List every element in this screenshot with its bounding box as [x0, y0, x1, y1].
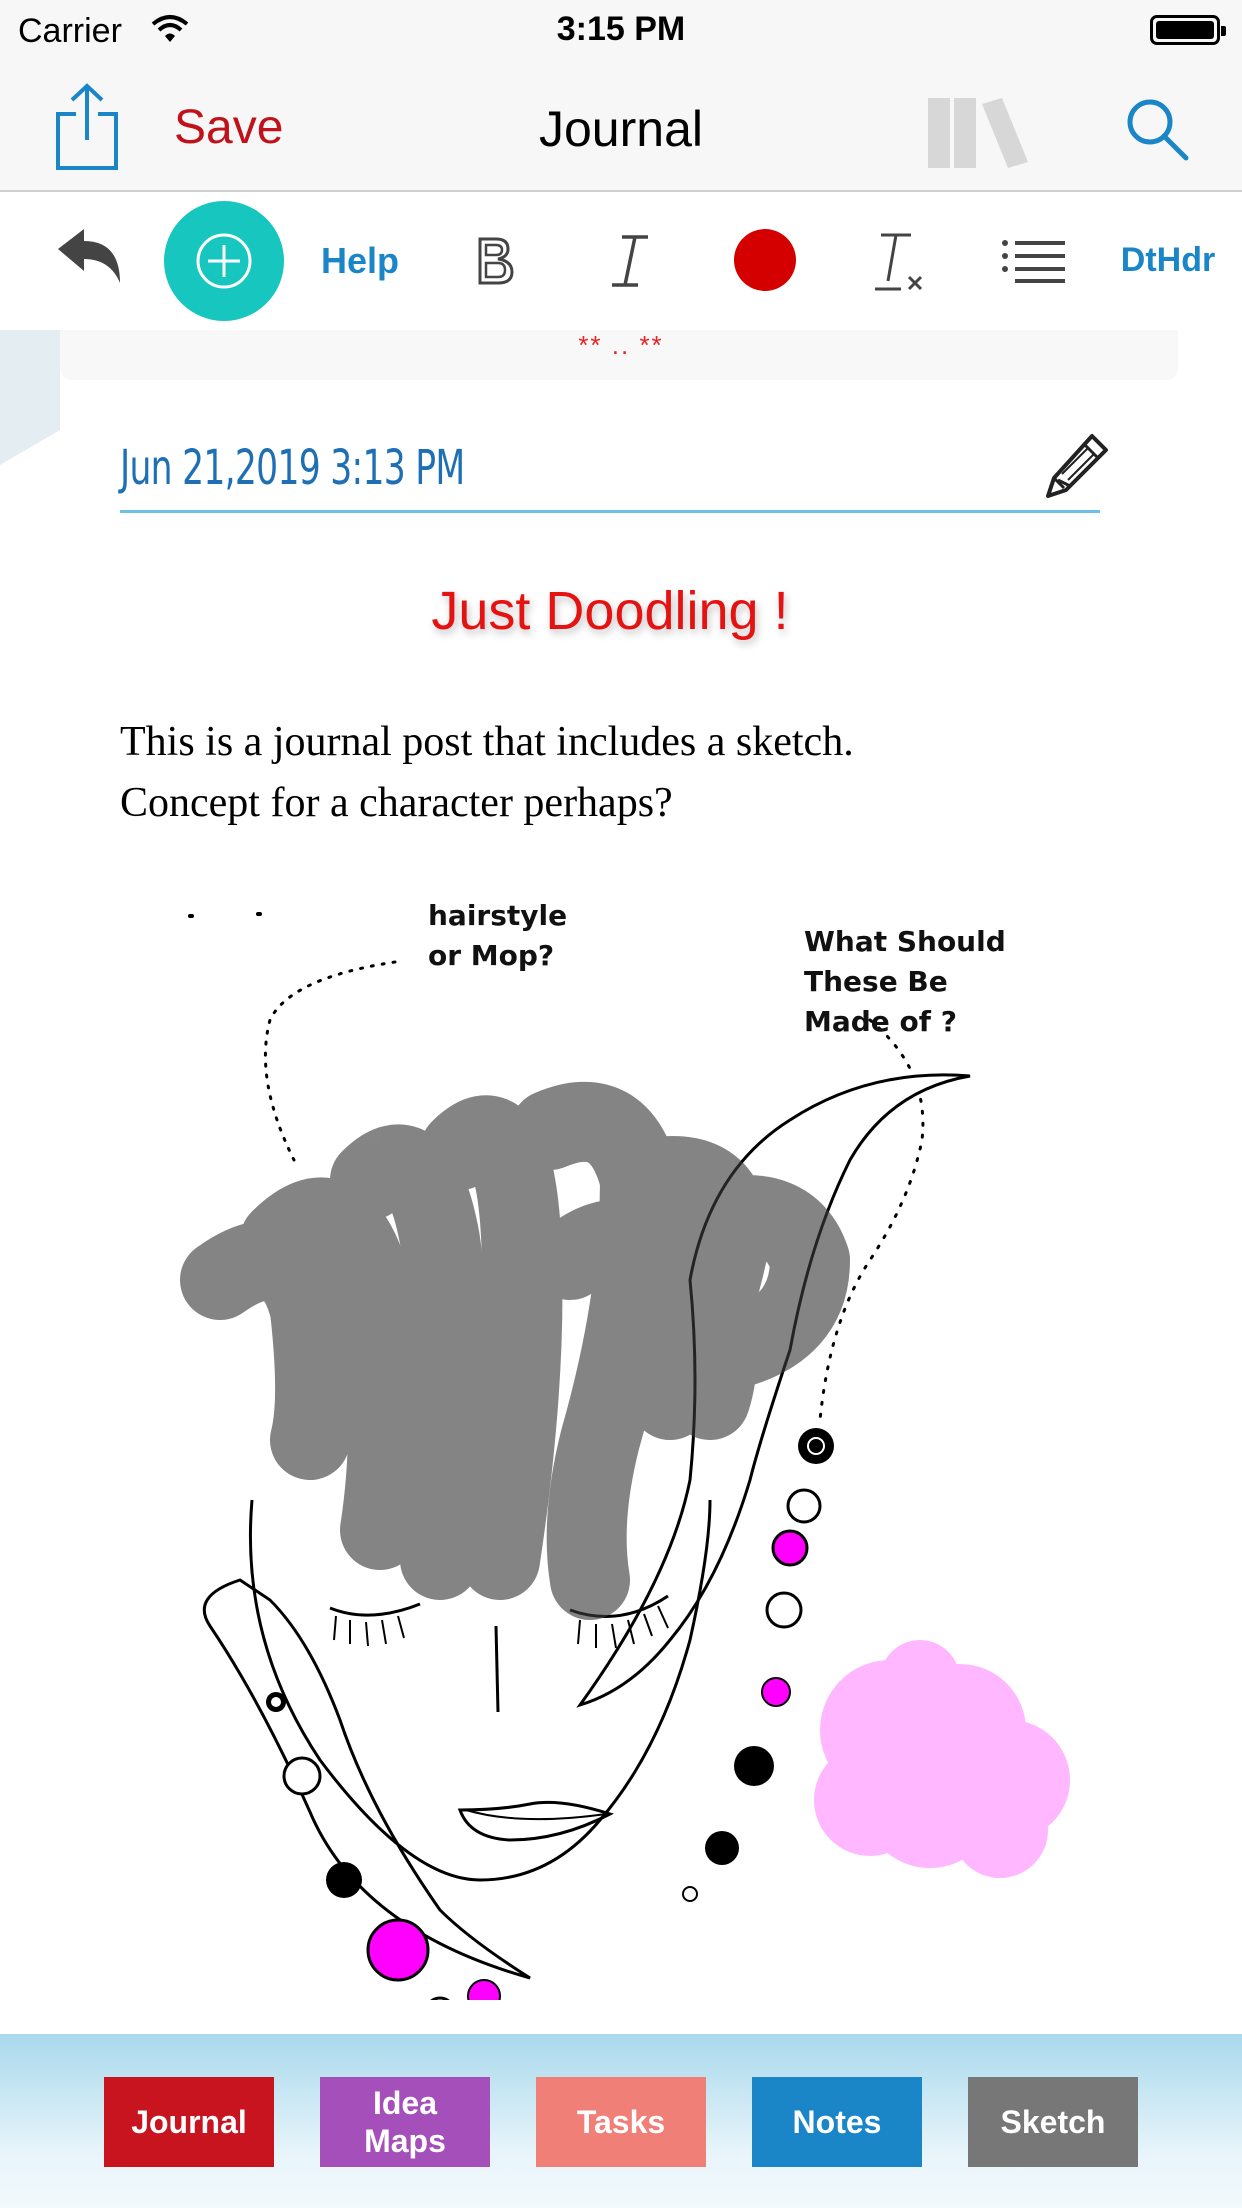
- date-header-button[interactable]: DtHdr: [1120, 241, 1216, 279]
- list-button[interactable]: [998, 193, 1068, 328]
- banner-marker: ** .. **: [578, 330, 664, 360]
- bold-button[interactable]: [460, 193, 530, 328]
- sketch-drawing[interactable]: [170, 880, 1070, 2000]
- label-line: hairstyle: [428, 899, 568, 932]
- clear-format-button[interactable]: [862, 193, 932, 328]
- undo-button[interactable]: [50, 193, 130, 328]
- sketch-label-materials: [804, 922, 1006, 1042]
- italic-button[interactable]: [600, 193, 660, 328]
- label-line: or Mop?: [428, 939, 555, 972]
- entry-body[interactable]: [120, 712, 1170, 834]
- tab-notes[interactable]: Notes: [752, 2077, 922, 2167]
- label-line: These Be: [804, 965, 948, 998]
- body-line: Concept for a character perhaps?: [120, 780, 673, 826]
- tab-tasks[interactable]: Tasks: [536, 2077, 706, 2167]
- save-button[interactable]: Save: [174, 101, 284, 154]
- status-bar: [0, 0, 1242, 62]
- bottom-tab-bar: [0, 2034, 1242, 2208]
- pencil-icon[interactable]: [1040, 430, 1112, 502]
- formatting-toolbar: [0, 193, 1242, 328]
- clear-format-icon: [867, 229, 927, 293]
- label-line: Made of ?: [804, 1005, 957, 1038]
- body-line: This is a journal post that includes a sketch.: [120, 719, 854, 765]
- entry-title: Just Doodling !: [431, 581, 789, 641]
- library-icon[interactable]: [926, 90, 1036, 170]
- page-title: Journal: [539, 101, 703, 157]
- bold-icon: [474, 235, 516, 287]
- status-time: 3:15 PM: [556, 10, 686, 48]
- date-divider: [120, 510, 1100, 513]
- sketch-label-hairstyle: [428, 896, 567, 976]
- undo-icon: [54, 225, 126, 297]
- italic-icon: [608, 233, 652, 289]
- tab-idea-maps[interactable]: Idea Maps: [320, 2077, 490, 2167]
- label-line: What Should: [804, 925, 1006, 958]
- entry-date: Jun 21,2019 3:13 PM: [120, 440, 465, 496]
- list-icon: [1001, 239, 1065, 283]
- search-icon[interactable]: [1122, 94, 1192, 164]
- tab-sketch[interactable]: Sketch: [968, 2077, 1138, 2167]
- plus-circle-icon: [194, 231, 254, 291]
- text-color-button[interactable]: [734, 229, 796, 291]
- help-button[interactable]: Help: [320, 239, 399, 281]
- navigation-bar: [0, 62, 1242, 192]
- carrier-label: Carrier: [18, 12, 122, 50]
- tab-journal[interactable]: Journal: [104, 2077, 274, 2167]
- battery-icon: [1150, 15, 1220, 45]
- add-button[interactable]: [164, 201, 284, 321]
